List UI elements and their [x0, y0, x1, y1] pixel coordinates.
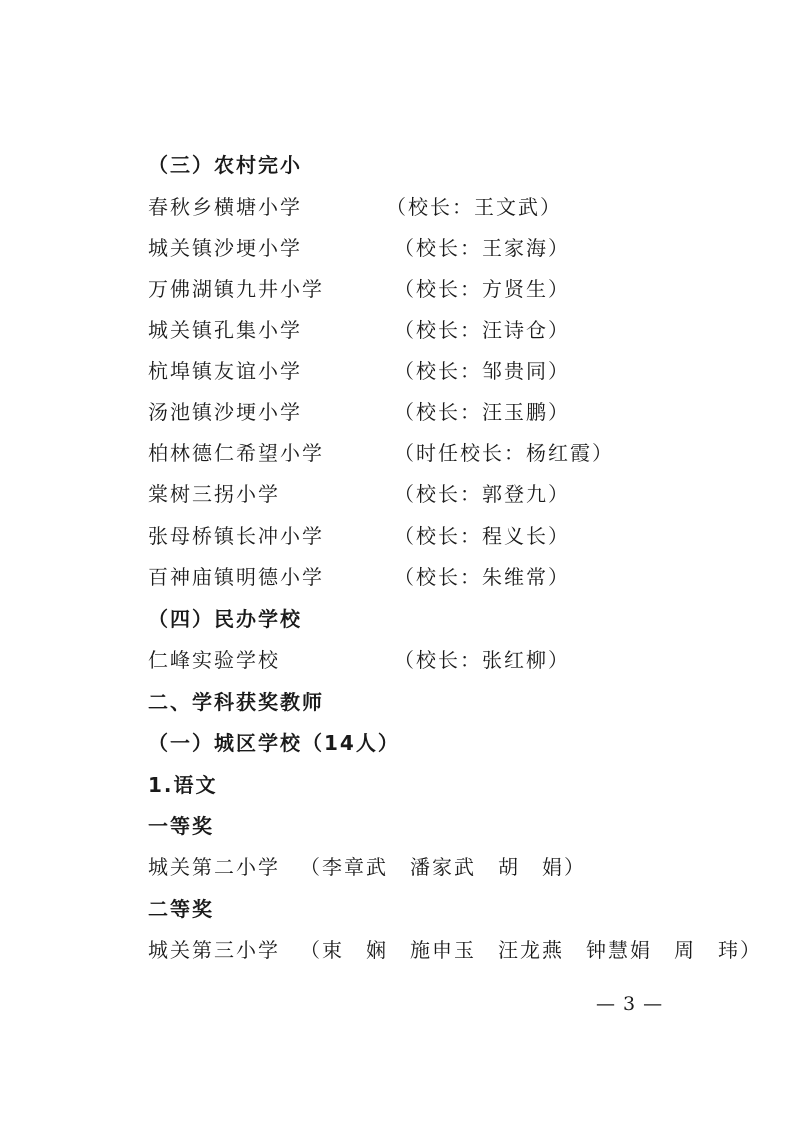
- principal-name: （校长：张红柳）: [394, 648, 570, 672]
- section-heading-rural: （三）农村完小: [148, 153, 302, 177]
- principal-name: （校长：方贤生）: [394, 277, 570, 301]
- list-item: [148, 852, 586, 882]
- school-name: 柏林德仁希望小学: [148, 441, 324, 465]
- list-item: [148, 479, 570, 509]
- principal-name: （校长：汪诗仓）: [394, 318, 570, 342]
- school-name: 杭埠镇友谊小学: [148, 359, 302, 383]
- principal-name: （校长：朱维常）: [394, 565, 570, 589]
- teacher-names: （束 娴 施申玉 汪龙燕 钟慧娟 周 玮）: [300, 938, 762, 962]
- list-item: [148, 192, 562, 222]
- first-prize-heading: 一等奖: [148, 814, 214, 838]
- subject-heading: 1.语文: [148, 773, 218, 797]
- list-item: [148, 397, 570, 427]
- school-name: 城关第三小学: [148, 938, 280, 962]
- school-name: 张母桥镇长冲小学: [148, 524, 324, 548]
- list-item: [148, 356, 570, 386]
- list-item: [148, 233, 570, 263]
- school-name: 汤池镇沙埂小学: [148, 400, 302, 424]
- principal-name: （校长：汪玉鹏）: [394, 400, 570, 424]
- list-item: [148, 438, 614, 468]
- principal-name: （校长：程义长）: [394, 524, 570, 548]
- list-item: [148, 315, 570, 345]
- school-name: 城关镇沙埂小学: [148, 236, 302, 260]
- list-item: [148, 645, 570, 675]
- principal-name: （校长：郭登九）: [394, 482, 570, 506]
- second-prize-heading: 二等奖: [148, 897, 214, 921]
- school-name: 春秋乡横塘小学: [148, 195, 302, 219]
- page-number: — 3 —: [596, 993, 664, 1015]
- list-item: [148, 562, 570, 592]
- part-two-heading: 二、学科获奖教师: [148, 690, 324, 714]
- teacher-names: （李章武 潘家武 胡 娟）: [300, 855, 586, 879]
- principal-name: （校长：王文武）: [386, 195, 562, 219]
- principal-name: （时任校长：杨红霞）: [394, 441, 614, 465]
- list-item: [148, 274, 570, 304]
- section-heading-private: （四）民办学校: [148, 607, 302, 631]
- school-name: 万佛湖镇九井小学: [148, 277, 324, 301]
- principal-name: （校长：王家海）: [394, 236, 570, 260]
- list-item: [148, 935, 762, 965]
- principal-name: （校长：邹贵同）: [394, 359, 570, 383]
- school-name: 百神庙镇明德小学: [148, 565, 324, 589]
- school-name: 棠树三拐小学: [148, 482, 280, 506]
- school-name: 城关第二小学: [148, 855, 280, 879]
- school-name: 仁峰实验学校: [148, 648, 280, 672]
- section-heading-urban: （一）城区学校（14人）: [148, 731, 400, 755]
- list-item: [148, 521, 570, 551]
- school-name: 城关镇孔集小学: [148, 318, 302, 342]
